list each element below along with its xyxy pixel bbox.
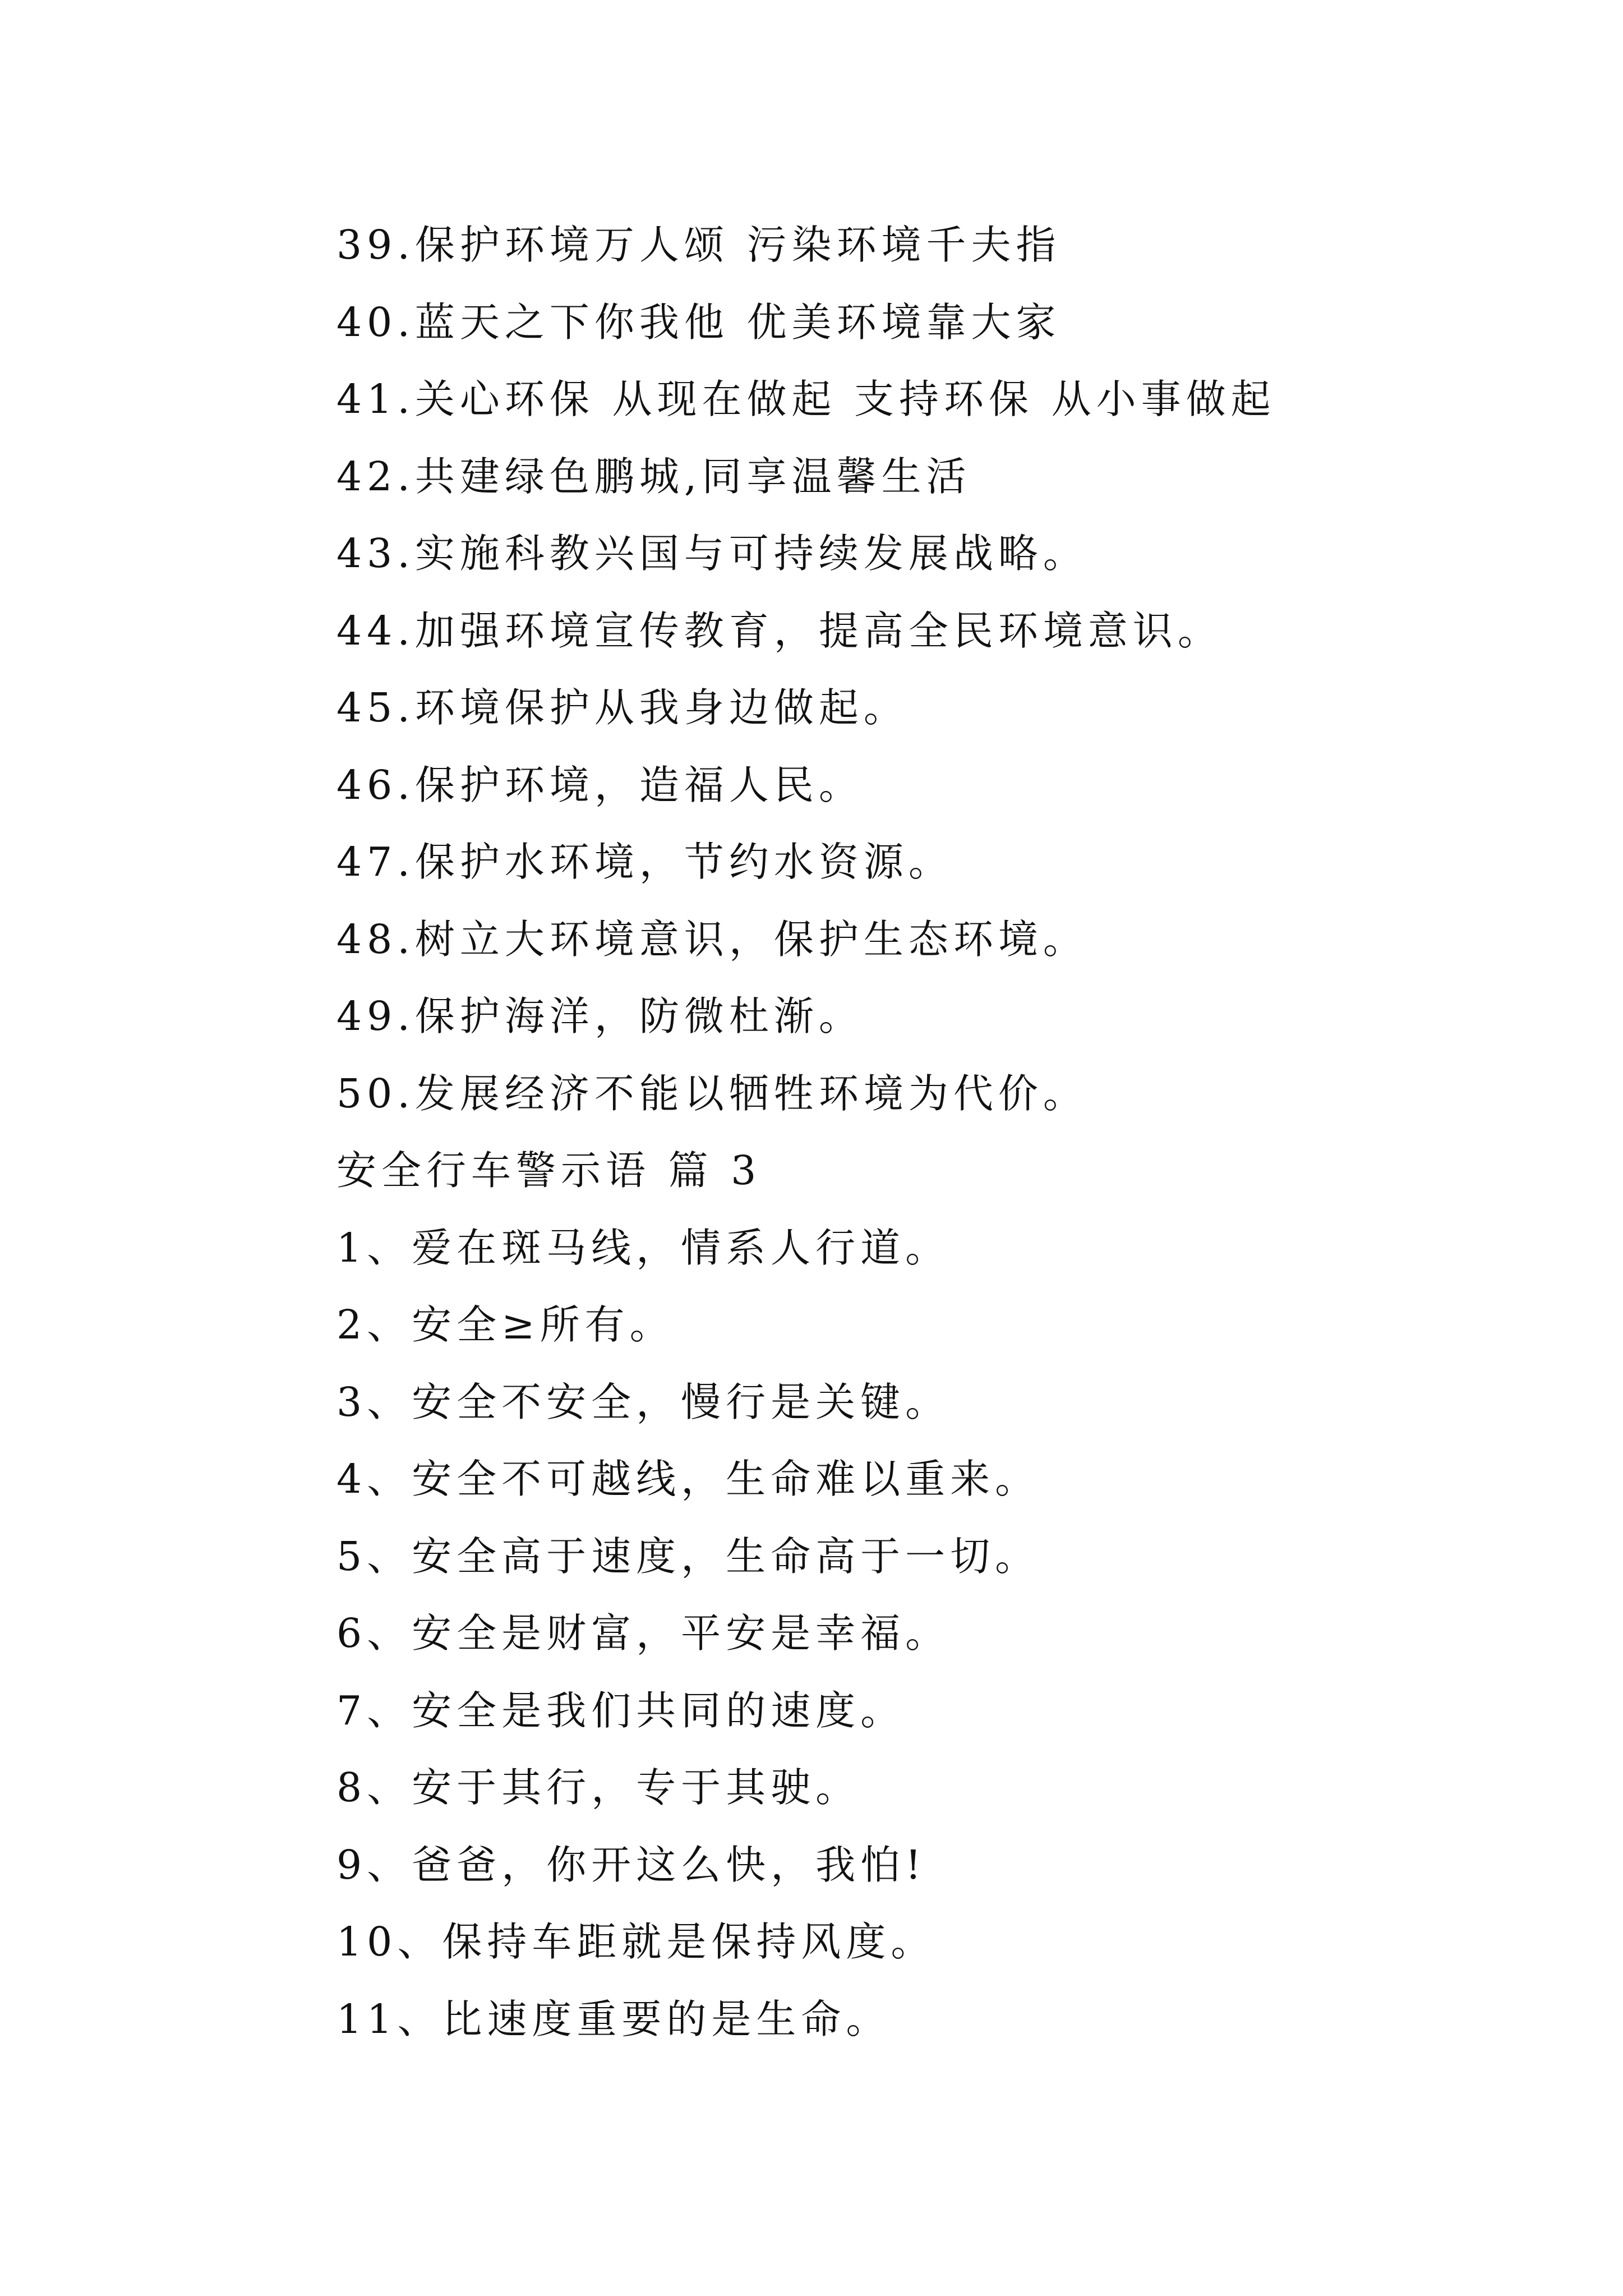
- text-line: 1、爱在斑马线，情系人行道。: [336, 1224, 951, 1271]
- text-line: 8、安于其行，专于其驶。: [336, 1764, 861, 1811]
- text-line: 49.保护海洋，防微杜渐。: [336, 993, 864, 1039]
- text-line: 9、爸爸，你开这么快，我怕!: [336, 1841, 926, 1888]
- text-line: 7、安全是我们共同的速度。: [336, 1687, 906, 1734]
- text-line: 47.保护水环境，节约水资源。: [336, 839, 953, 885]
- section-heading: 安全行车警示语 篇 3: [336, 1147, 762, 1194]
- text-line: 44.加强环境宣传教育，提高全民环境意识。: [336, 607, 1223, 654]
- text-line: 50.发展经济不能以牺牲环境为代价。: [336, 1070, 1088, 1117]
- text-line: 45.环境保护从我身边做起。: [336, 684, 909, 731]
- text-line: 6、安全是财富，平安是幸福。: [336, 1610, 951, 1657]
- text-line: 4、安全不可越线，生命难以重来。: [336, 1456, 1040, 1502]
- text-line: 10、保持车距就是保持风度。: [336, 1918, 936, 1965]
- text-line: 3、安全不安全，慢行是关键。: [336, 1378, 951, 1425]
- text-line: 41.关心环保 从现在做起 支持环保 从小事做起: [336, 376, 1276, 422]
- text-line: 2、安全≥所有。: [336, 1301, 675, 1348]
- text-line: 46.保护环境，造福人民。: [336, 761, 864, 808]
- text-line: 43.实施科教兴国与可持续发展战略。: [336, 530, 1088, 577]
- text-line: 42.共建绿色鹏城,同享温馨生活: [336, 453, 971, 500]
- text-line: 11、比速度重要的是生命。: [336, 1995, 891, 2042]
- document-body: [336, 206, 1514, 2058]
- text-line: 40.蓝天之下你我他 优美环境靠大家: [336, 298, 1061, 346]
- text-line: 48.树立大环境意识，保护生态环境。: [336, 915, 1088, 963]
- text-line: 5、安全高于速度，生命高于一切。: [336, 1533, 1040, 1580]
- text-line: 39.保护环境万人颂 污染环境千夫指: [336, 222, 1061, 268]
